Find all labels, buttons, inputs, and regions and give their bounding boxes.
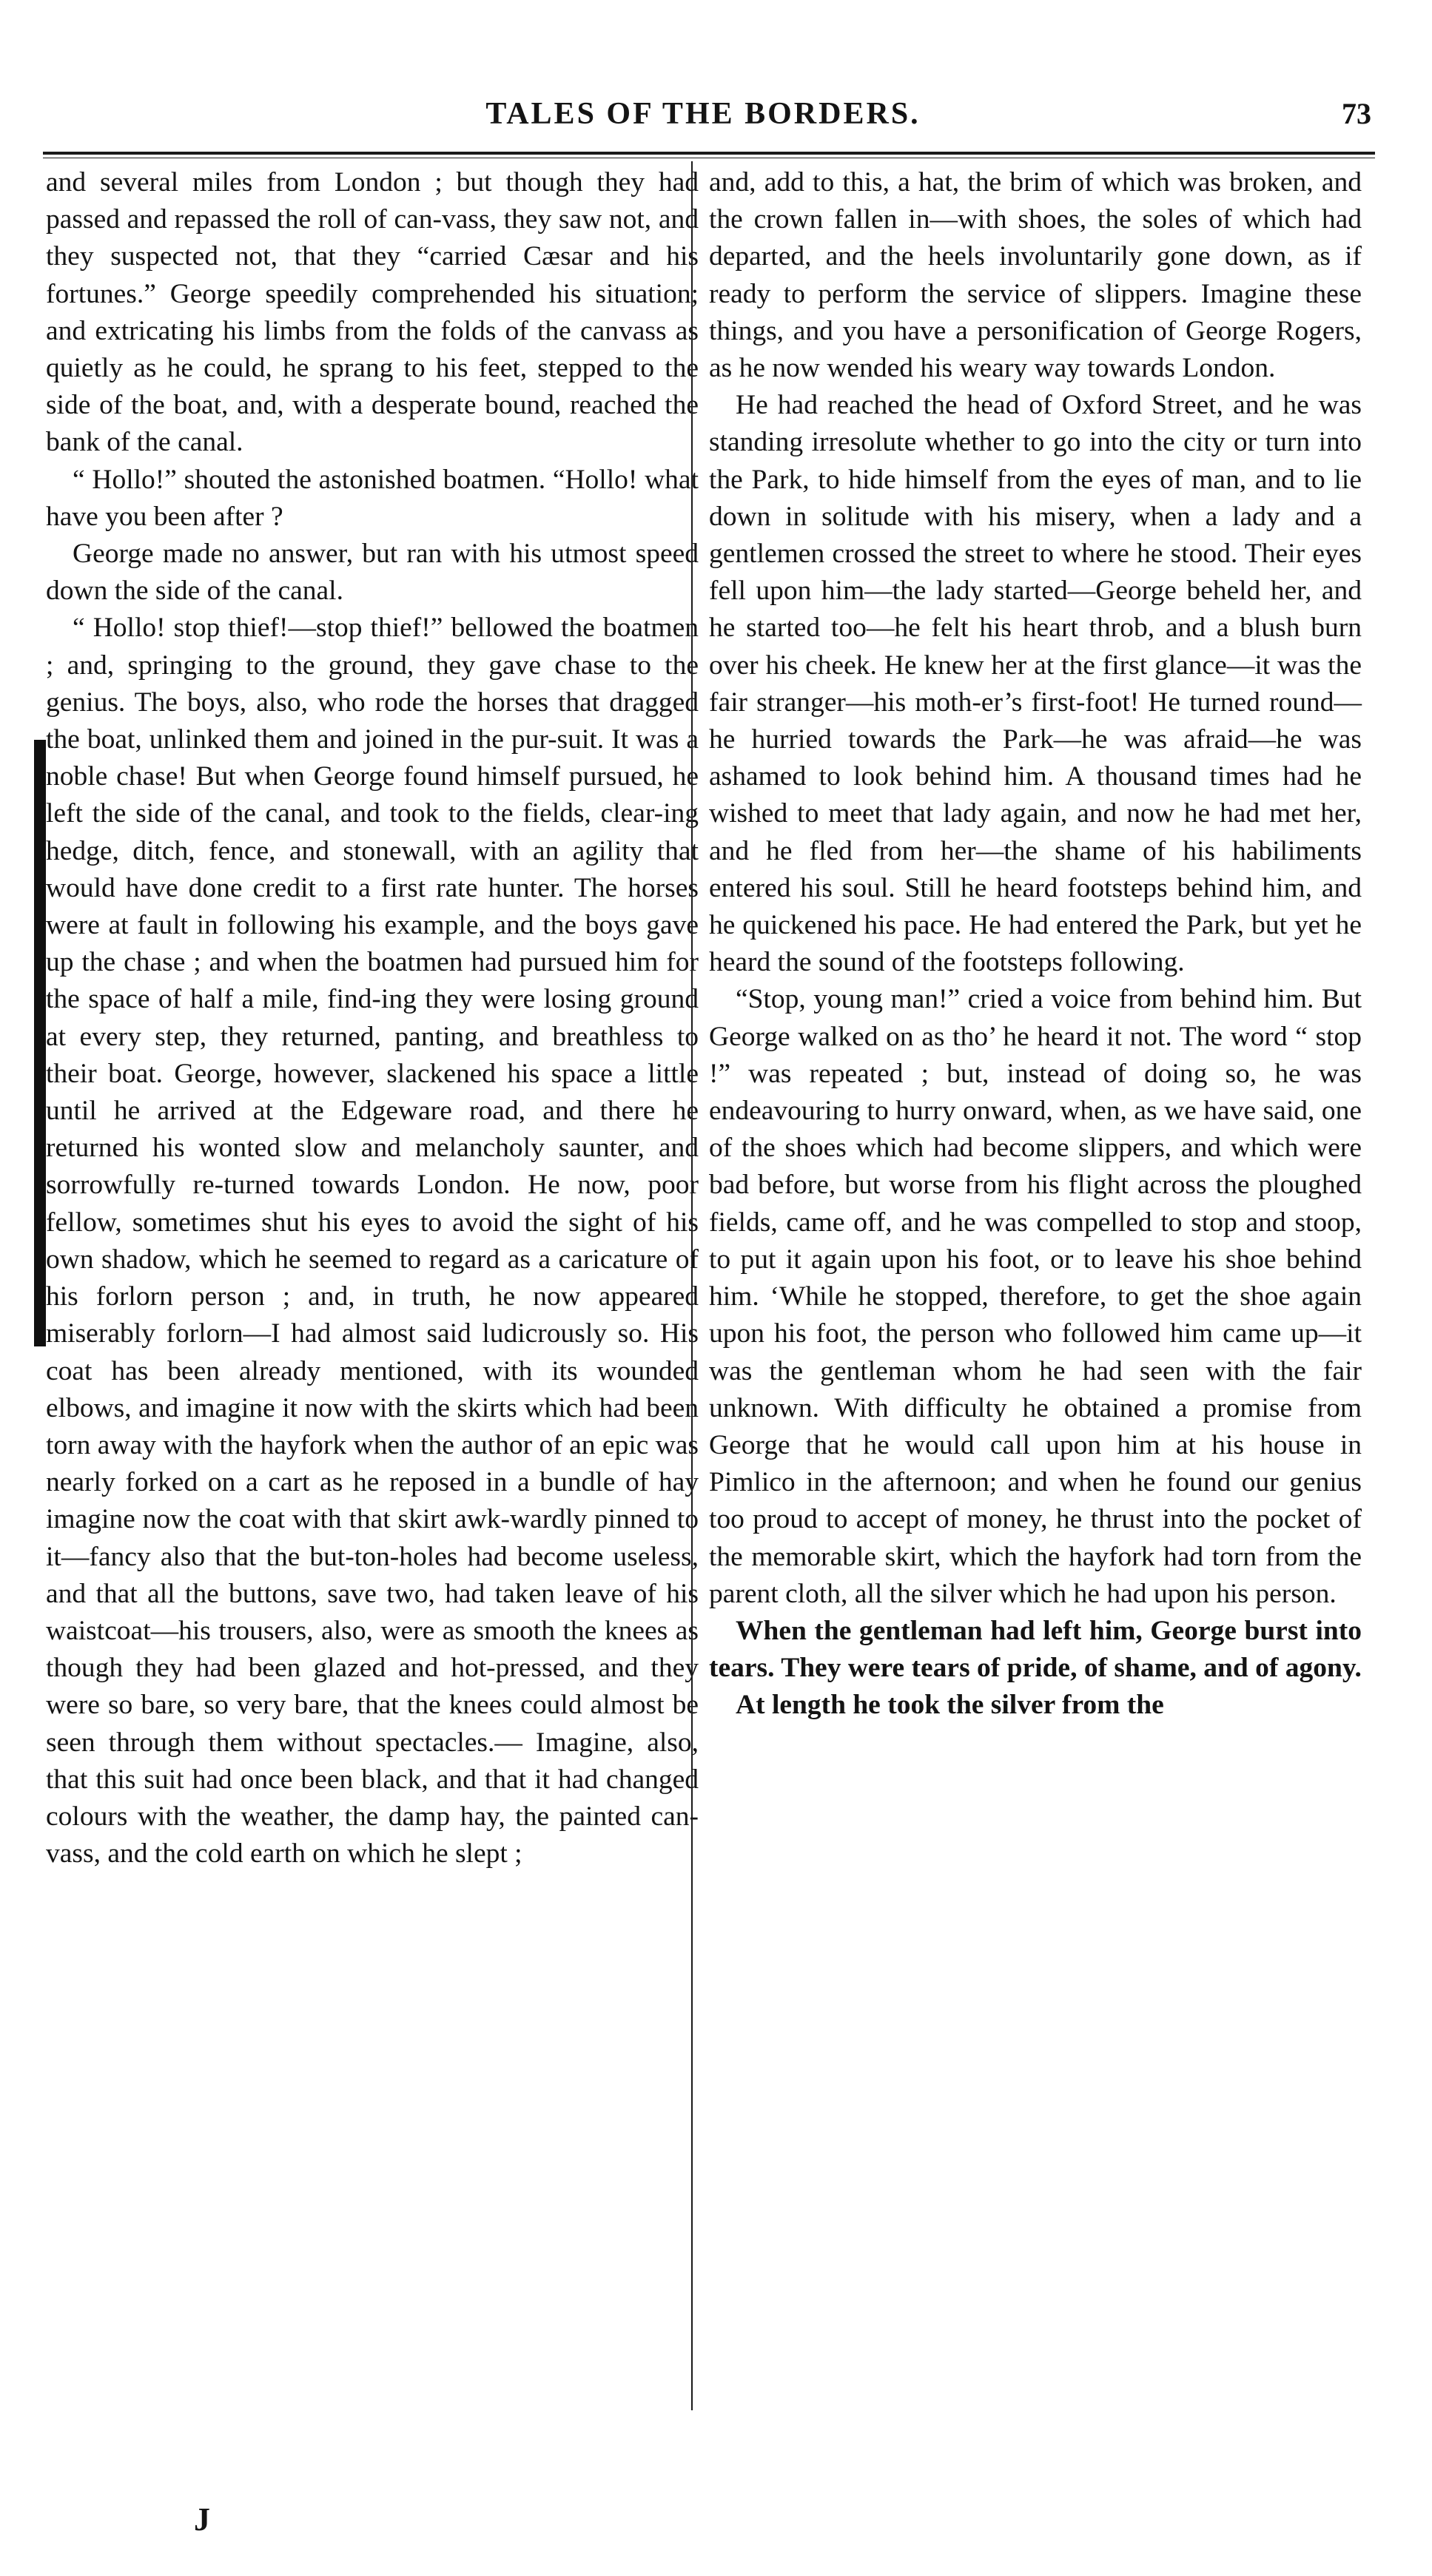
left-paragraph-1: and several miles from London ; but though they had passed and repassed the roll of can-vass, they saw not, and they suspected not, that they “carried Cæsar and his fortunes.” George speedily comprehended his situation; and extricating his limbs from the folds of the canvass as quietly as he could, he sprang to his feet, stepped to the side of the boat, and, with a desperate bound, reached the bank of the canal. xyxy=(46,167,699,458)
left-paragraph-4: “ Hollo! stop thief!—stop thief!” bellowed the boatmen ; and, springing to the ground, they gave chase to the genius. The boys, also, who rode the horses that dragged the boat, unlinked them and joined in the pur-suit. It was a noble chase! But when George found himself pursued, he left the side of the canal, and took to the fields, clear-ing hedge, ditch, fence, and stonewall, with an agility that would have done credit to a first rate hunter. The horses were at fault in following his example, and the boys gave up the chase ; and when the boatmen had pursued him for the space of half a mile, find-ing they were losing ground at every step, they returned, panting, and breathless to their boat. George, however, slackened his space a little until he arrived at the Edgeware road, and there he returned his wonted slow and melancholy saunter, and sorrowfully re-turned towards London. He now, poor fellow, sometimes shut his eyes to avoid the sight of his own shadow, which he seemed to regard as a caricature of his forlorn person ; and, in truth, he now appeared miserably forlorn—I had almost said ludicrously so. His coat has been already mentioned, with its wounded elbows, and imagine it now with the skirts which had been torn away with the hayfork when the author of an epic was nearly forked on a cart as he reposed in a bundle of hay imagine now the coat with that skirt awk-wardly pinned to it—fancy also that the but-ton-holes had become useless, and that all the buttons, save two, had taken leave of his waistcoat—his trousers, also, were as smooth the knees as though they had been glazed and hot-pressed, and they were so bare, so very bare, that the knees could almost be seen through them without spectacles.— Imagine, also, that this suit had once been black, and that it had changed colours with the weather, the damp hay, the painted can-vass, and the cold earth on which he slept ; xyxy=(46,613,699,1869)
ink-bleed-mark xyxy=(34,740,46,1346)
column-divider xyxy=(691,161,693,2410)
right-paragraph-1: and, add to this, a hat, the brim of which was broken, and the crown fallen in—with shoes, the soles of which had departed, and the heels involuntarily gone down, as if ready to perform the service of slippers. Imagine these things, and you have a personification of George Rogers, as he now wended his weary way towards London. xyxy=(709,167,1362,384)
running-title: TALES OF THE BORDERS. xyxy=(485,97,921,131)
right-paragraph-4: When the gentleman had left him, George burst into tears. They were tears of pride, of shame, and of agony. xyxy=(709,1615,1362,1684)
running-head xyxy=(0,96,1432,148)
right-column xyxy=(709,164,1362,1724)
right-paragraph-5: At length he took the silver from the xyxy=(736,1690,1164,1721)
right-paragraph-2: He had reached the head of Oxford Street, and he was standing irresolute whether to go into the city or turn into the Park, to hide himself from the eyes of man, and to lie down in solitude with his misery, when a lady and a gentlemen crossed the street to where he stood. Their eyes fell upon him—the lady started—George beheld her, and he started too—he felt his heart throb, and a blush burn over his cheek. He knew her at the first glance—it was the fair stranger—his moth-er’s first-foot! He turned round—he hurried towards the Park—he was afraid—he was ashamed to look behind him. A thousand times had he wished to meet that lady again, and now he had met her, and he fled from her—the shame of his habiliments entered his soul. Still he heard footsteps behind him, and he quickened his pace. He had entered the Park, but yet he heard the sound of the footsteps following. xyxy=(709,390,1362,978)
left-paragraph-2: “ Hollo!” shouted the astonished boatmen. “Hollo! what have you been after ? xyxy=(46,464,699,532)
page-number: 73 xyxy=(1342,97,1371,130)
right-paragraph-3: “Stop, young man!” cried a voice from behind him. But George walked on as tho’ he heard it not. The word “ stop !” was repeated ; but, instead of doing so, he was endeavouring to hurry onward, when, as we have said, one of the shoes which had become slippers, and which were bad before, but worse from his flight across the ploughed fields, came off, and he was compelled to stop and stoop, to put it again upon his foot, or to leave his shoe behind him. ‘While he stopped, therefore, to get the shoe again upon his foot, the person who followed him came up—it was the gentleman whom he had seen with the fair unknown. With difficulty he obtained a promise from George that he would call upon him at his house in Pimlico in the afternoon; and when he found our genius too proud to accept of money, he thrust into the pocket of the memorable skirt, which the hayfork had torn from the parent cloth, all the silver which he had upon his person. xyxy=(709,984,1362,1609)
header-rule xyxy=(43,152,1375,155)
left-paragraph-3: George made no answer, but ran with his utmost speed down the side of the canal. xyxy=(46,539,699,607)
left-column xyxy=(46,164,699,1872)
signature-mark: J xyxy=(194,2501,210,2538)
